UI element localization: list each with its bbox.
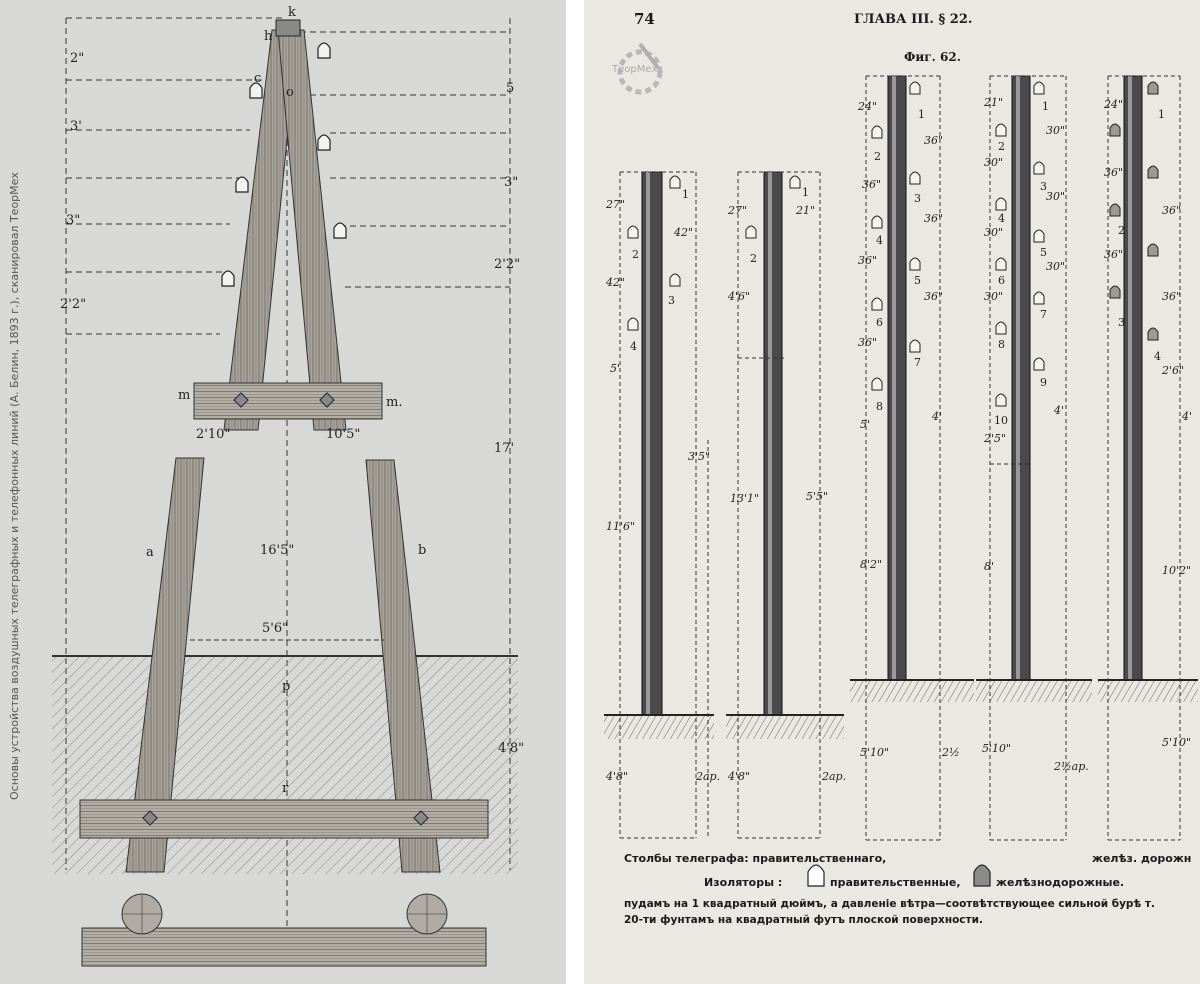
page-number: 74: [634, 10, 655, 28]
label-h: h: [264, 29, 273, 44]
chapter-heading: ГЛАВА III. § 22.: [854, 12, 973, 27]
p1-dim-4ft8in: 4'8": [606, 770, 629, 783]
p3-ins-4: 4: [876, 234, 883, 247]
right-page-scan: [584, 0, 1200, 984]
p1-dim-42in-b: 42": [606, 276, 626, 289]
p2-dim-21in: 21": [796, 204, 816, 217]
caption-poles: Столбы телеграфа: правительственнаго,: [624, 852, 887, 865]
p1-ins-2: 2: [632, 248, 639, 261]
p3-dim-36in-f: 36": [858, 336, 878, 349]
insulators-label: Изоляторы :: [704, 876, 783, 889]
p1-dim-42in-a: 42": [674, 226, 694, 239]
p4-ins-2: 2: [998, 140, 1005, 153]
p4-dim-30in-b: 30": [984, 156, 1004, 169]
p5-ins-4: 4: [1154, 350, 1161, 363]
gov-insulator-icon: [808, 865, 824, 886]
p4-dim-8ft: 8': [984, 560, 995, 573]
p3-dim-36in-a: 36": [924, 134, 944, 147]
p3-ins-7: 7: [914, 356, 921, 369]
dim-5: 5: [506, 81, 515, 96]
p4-ins-8: 8: [998, 338, 1005, 351]
p4-ins-4: 4: [998, 212, 1005, 225]
body-text-line-2: 20-ти фунтамъ на квадратный футъ плоской поверхности.: [624, 914, 983, 926]
dim-2in: 2": [70, 51, 85, 66]
figure-label: Фиг. 62.: [904, 50, 961, 64]
p5-dim-36in-c: 36": [1104, 248, 1124, 261]
label-p: p: [282, 679, 291, 694]
p2-ins-2: 2: [750, 252, 757, 265]
watermark-text: ТеорМех: [612, 64, 658, 75]
p4-ins-5: 5: [1040, 246, 1047, 259]
p4-dim-21in: 21": [984, 96, 1004, 109]
p3-dim-5ft: 5': [860, 418, 871, 431]
p3-dim-5ft10in: 5'10": [860, 746, 890, 759]
p3-dim-36in-e: 36": [924, 290, 944, 303]
plan-view: [82, 894, 486, 966]
p3-dim-2half: 2½: [942, 746, 960, 759]
p5-ins-3: 3: [1118, 316, 1125, 329]
p4-dim-4ft: 4': [1054, 404, 1065, 417]
label-m-left: m: [178, 388, 191, 403]
p5-dim-36in-d: 36": [1162, 290, 1182, 303]
p2-dim-5ft5in: 5'5": [806, 490, 829, 503]
pole-1-government: [604, 172, 714, 838]
p5-dim-10ft2in: 10'2": [1162, 564, 1192, 577]
p1-dim-3ft5in: 3'5": [688, 450, 711, 463]
pole-2-dimension-labels: [727, 186, 846, 783]
p4-dim-30in-e: 30": [1046, 260, 1066, 273]
p5-dim-4ft: 4': [1182, 410, 1193, 423]
label-c: c: [254, 71, 262, 86]
p2-dim-13ft1in: 13'1": [730, 492, 760, 505]
telegraph-poles-figure: [584, 0, 1200, 984]
p4-ins-10: 10: [994, 414, 1008, 427]
p3-dim-36in-c: 36": [924, 212, 944, 225]
p4-dim-30in-c: 30": [1046, 190, 1066, 203]
p1-ins-3: 3: [668, 294, 675, 307]
p1-ins-1: 1: [682, 188, 689, 201]
dim-4ft8in: 4'8": [498, 741, 525, 756]
p3-ins-5: 5: [914, 274, 921, 287]
left-page-scan: [0, 0, 566, 984]
p1-dim-11ft6in: 11'6": [606, 520, 636, 533]
p2-dim-2ap: 2ap.: [822, 770, 847, 783]
label-k: k: [288, 5, 296, 20]
dim-17ft: 17': [494, 441, 515, 456]
p4-dim-30in-f: 30": [984, 290, 1004, 303]
dim-3in-b: 3": [66, 213, 81, 228]
p4-ins-3: 3: [1040, 180, 1047, 193]
p3-dim-36in-b: 36": [862, 178, 882, 191]
dim-2ft2in-b: 2'2": [60, 297, 87, 312]
dim-16ft5in: 16'5": [260, 543, 295, 558]
p5-ins-1: 1: [1158, 108, 1165, 121]
p5-dim-2ft6in: 2'6": [1162, 364, 1185, 377]
label-m-right: m.: [386, 395, 403, 410]
p2-dim-4ft6in: 4'6": [728, 290, 751, 303]
p5-dim-24in: 24": [1104, 98, 1124, 111]
dim-5ft6in: 5'6": [262, 621, 289, 636]
pole-4-dimension-labels: [982, 96, 1089, 773]
dim-3ft: 3': [70, 119, 82, 134]
p1-dim-2ap: 2ap.: [696, 770, 721, 783]
a-frame-pole-drawing: [0, 0, 566, 984]
p2-dim-27in: 27": [728, 204, 748, 217]
p4-ins-7: 7: [1040, 308, 1047, 321]
p5-dim-36in-b: 36": [1162, 204, 1182, 217]
pole-5-dimension-labels: [1103, 98, 1192, 749]
p3-dim-24in: 24": [858, 100, 878, 113]
dim-3in: 3": [504, 175, 519, 190]
pole-3-dimension-labels: [857, 100, 960, 759]
p4-ins-1: 1: [1042, 100, 1049, 113]
p4-dim-30in-a: 30": [1046, 124, 1066, 137]
label-r: r: [282, 781, 289, 796]
p2-dim-4ft8in: 4'8": [728, 770, 751, 783]
p3-ins-3: 3: [914, 192, 921, 205]
p4-ins-6: 6: [998, 274, 1005, 287]
a-frame-top-assembly: [194, 20, 382, 430]
dim-10ft5in: 10'5": [326, 427, 361, 442]
dim-2ft2in: 2'2": [494, 257, 521, 272]
pole-1-dimension-labels: [605, 188, 720, 783]
label-a: a: [146, 545, 154, 560]
p4-dim-2ft5in: 2'5": [984, 432, 1007, 445]
label-b: b: [418, 543, 427, 558]
p3-ins-8: 8: [876, 400, 883, 413]
p3-dim-36in-d: 36": [858, 254, 878, 267]
pole-5-railway: [1098, 76, 1198, 840]
p5-dim-36in-a: 36": [1104, 166, 1124, 179]
label-o: o: [286, 85, 294, 100]
p2-ins-1: 1: [802, 186, 809, 199]
caption-rail: желѣз. дорожн: [1092, 852, 1192, 865]
insulators-gov-label: правительственные,: [830, 876, 961, 889]
p3-ins-6: 6: [876, 316, 883, 329]
p4-dim-2half-ap: 2½ap.: [1054, 760, 1089, 773]
body-text-line-1: пудамъ на 1 квадратный дюймъ, а давленіе вѣтра—соотвѣтствующее сильной бурѣ т.: [624, 898, 1155, 910]
p3-ins-1: 1: [918, 108, 925, 121]
p1-dim-27in: 27": [606, 198, 626, 211]
insulators-rail-label: желѣзнодорожные.: [996, 876, 1125, 889]
p3-dim-4ft: 4': [932, 410, 943, 423]
p5-ins-2: 2: [1118, 224, 1125, 237]
dim-2ft10in: 2'10": [196, 427, 231, 442]
p4-dim-30in-d: 30": [984, 226, 1004, 239]
pole-2-government: [726, 172, 847, 838]
p5-dim-5ft10in: 5'10": [1162, 736, 1192, 749]
p3-ins-2: 2: [874, 150, 881, 163]
p3-dim-8ft2in: 8'2": [860, 558, 883, 571]
p1-ins-4: 4: [630, 340, 637, 353]
p4-ins-9: 9: [1040, 376, 1047, 389]
rail-insulator-icon: [974, 865, 990, 886]
pole-4-government: [976, 76, 1092, 840]
scan-credit-text: Основы устройства воздушных телеграфных и телефонных линий (А. Белин, 1893 г.), сканировал ТеорМех: [8, 172, 21, 800]
p4-dim-5ft10in: 5'10": [982, 742, 1012, 755]
p1-dim-5ft: 5': [610, 362, 621, 375]
